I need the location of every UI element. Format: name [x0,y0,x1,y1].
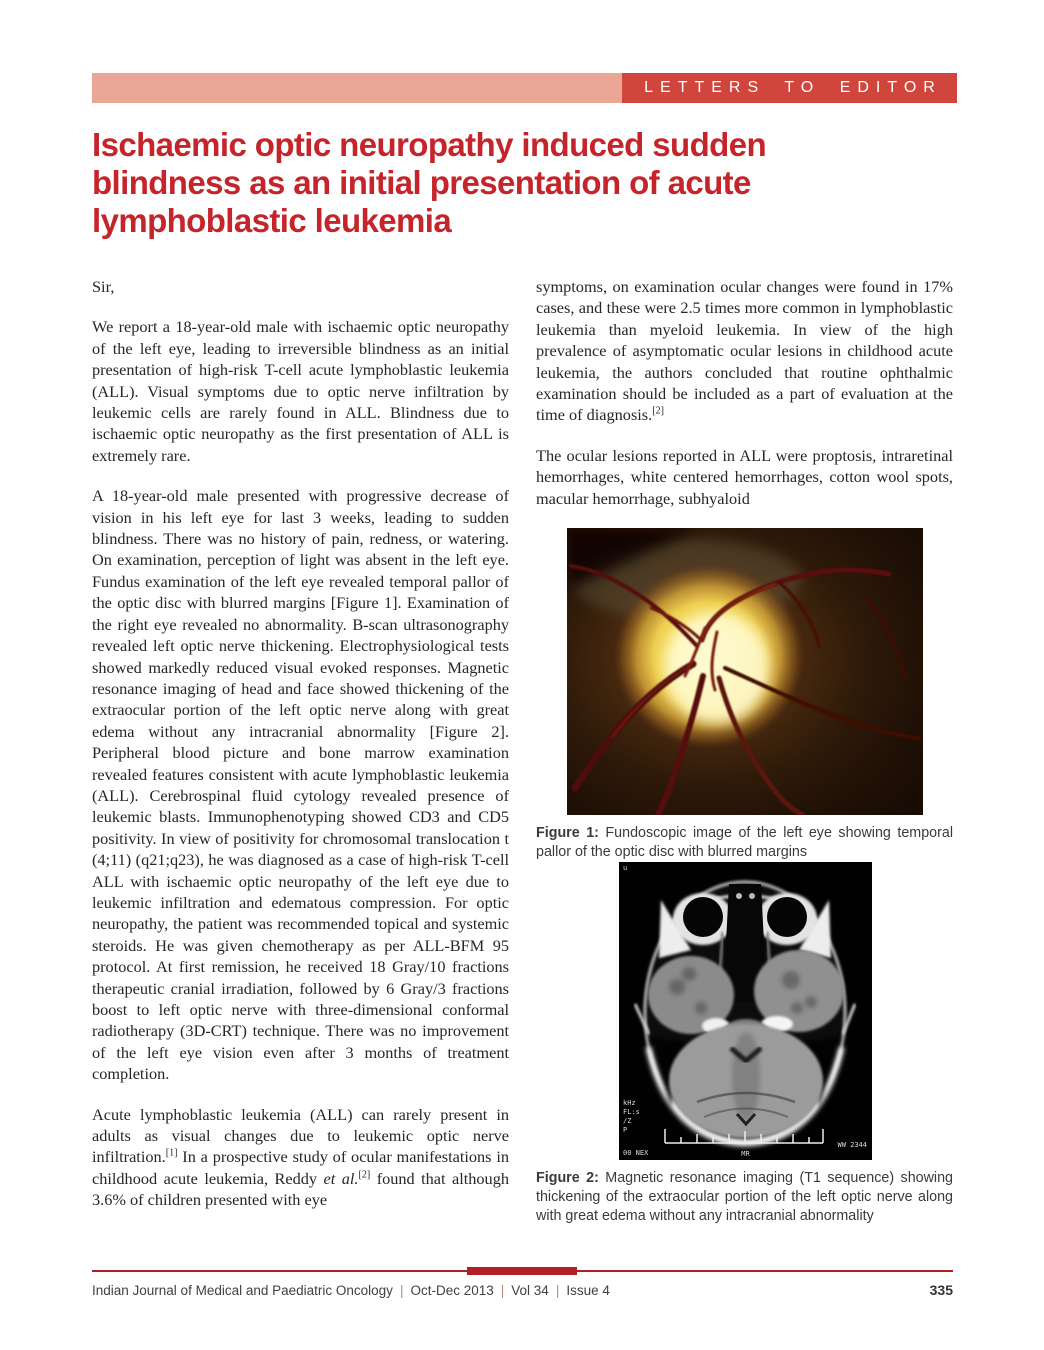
figure-1-caption-label: Figure 1: [536,825,599,842]
fundus-graphic [567,528,923,815]
paragraph: A 18-year-old male presented with progressive decrease of vision in his left eye for last 3 weeks, leading to sudden blindness. There was no history of pain, redness, or watering. On examination, perception of light was absent in the left eye. Fundus examination of the left eye revealed temporal pallor of the optic disc with blurred margins [Figure 1]. Examination of the right eye revealed no abnormality. B-scan ultrasonography revealed left optic nerve thickening. Electrophysiological tests showed markedly reduced visual evoked responses. Magnetic resonance imaging of head and face showed thickening of the extraocular portion of the left optic nerve along with great edema without any intracranial abnormality [Figure 2]. Peripheral blood picture and bone marrow examination revealed features consistent with acute lymphoblastic leukemia (ALL). Cerebrospinal fluid cytology revealed presence of leukemic blasts. Immunophenotyping showed CD3 and CD5 positivity. In view of positivity for chromosomal translocation t (4;11) (q21;q23), he was diagnosed as a case of high-risk T-cell ALL with ischaemic optic neuropathy of the left eye due to leukemic infiltration and edematous compression. For optic neuropathy, the patient was recommended topical and systemic steroids. He was given chemotherapy as per ALL-BFM 95 protocol. At first remission, he received 18 Gray/10 fractions therapeutic cranial irradiation, followed by 6 Gray/3 fractions boost to left optic nerve with three-dimensional conformal radiotherapy (3D-CRT) technique. There was no improvement of the left eye vision even after 3 months of treatment completion. [92,486,509,1084]
salutation: Sir, [92,277,115,296]
article-title-line: blindness as an initial presentation of acute [92,164,751,201]
figure-1 [536,528,953,862]
section-banner [92,73,957,103]
figure-1-fundus-image [567,528,923,815]
mri-nex-label: 00 NEX [623,1149,649,1158]
section-label [622,73,957,103]
footer-volume: Vol 34 [511,1283,549,1298]
paragraph: We report a 18-year-old male with ischaemic optic neuropathy of the left eye, leading to irreversible blindness as an initial presentation of high-risk T-cell acute lymphoblastic leukemia (ALL). Visual symptoms due to optic nerve infiltration by leukemic cells are rarely found in ALL. Blindness due to ischaemic optic neuropathy as the first presentation of ALL is extremely rare. [92,317,509,465]
mri-ww-label: WW 2344 [837,1141,867,1150]
mri-ruler-label: MR [741,1150,750,1159]
mri-annotation: P [623,1126,628,1135]
paragraph: Acute lymphoblastic leukemia (ALL) can rarely present in adults as visual changes due to leukemic optic nerve infiltration.[1] In a prospective study of ocular manifestations in childhood acute leukemia, Reddy et al.[2] found that although 3.6% of children presented with eye [92,1104,509,1210]
mri-annotation: kHz [623,1099,636,1108]
footer-separator: | [500,1283,505,1298]
figure-1-caption [536,824,953,862]
footer-separator: | [399,1283,404,1298]
mri-graphic [619,862,872,1160]
mri-side-labels [623,1099,640,1135]
section-label-text: LETTERS TO EDITOR [644,79,942,96]
paragraph: symptoms, on examination ocular changes were found in 17% cases, and these were 2.5 times more common in lymphoblastic leukemia than myeloid leukemia. In view of the high prevalence of asymptomatic ocular lesions in childhood acute leukemia, the authors concluded that routine ophthalmic examination should be included as a part of evaluation at the time of diagnosis.[2] [536,277,953,425]
figure-2-caption-label: Figure 2: [536,1170,599,1187]
footer-issue: Issue 4 [566,1283,610,1298]
figure-2-caption [536,1169,953,1226]
mri-annotation: /Z [623,1117,632,1126]
figure-1-caption-text: Fundoscopic image of the left eye showing temporal pallor of the optic disc with blurred margins [536,825,954,861]
article-title [92,126,912,240]
article-title-line: lymphoblastic leukemia [92,202,452,239]
banner-accent-bar [92,73,622,103]
left-paragraphs [92,316,509,1210]
right-column [536,276,953,1268]
footer-journal-line [92,1283,610,1298]
footer-issue-date: Oct-Dec 2013 [410,1283,494,1298]
footer-journal-name: Indian Journal of Medical and Paediatric Oncology [92,1283,393,1298]
article-title-line: Ischaemic optic neuropathy induced sudden [92,126,767,163]
left-column [92,276,509,1268]
footer-separator: | [555,1283,560,1298]
right-paragraphs [536,276,953,509]
paragraph: The ocular lesions reported in ALL were proptosis, intraretinal hemorrhages, white centered hemorrhages, cotton wool spots, macular hemorrhage, subhyaloid [536,445,953,508]
footer-rule-accent [467,1267,577,1275]
footer-rule [92,1270,953,1272]
figure-2-mri-image [619,862,872,1160]
figure-2-caption-text: Magnetic resonance imaging (T1 sequence) showing thickening of the extraocular portion of the left optic nerve along with great edema without any intracranial abnormality [536,1170,953,1225]
mri-annotation: FL:s [623,1108,640,1117]
page-number: 335 [929,1282,953,1298]
mri-corner-mark: u [623,864,628,873]
figure-2 [536,862,953,1226]
footer [92,1282,953,1298]
